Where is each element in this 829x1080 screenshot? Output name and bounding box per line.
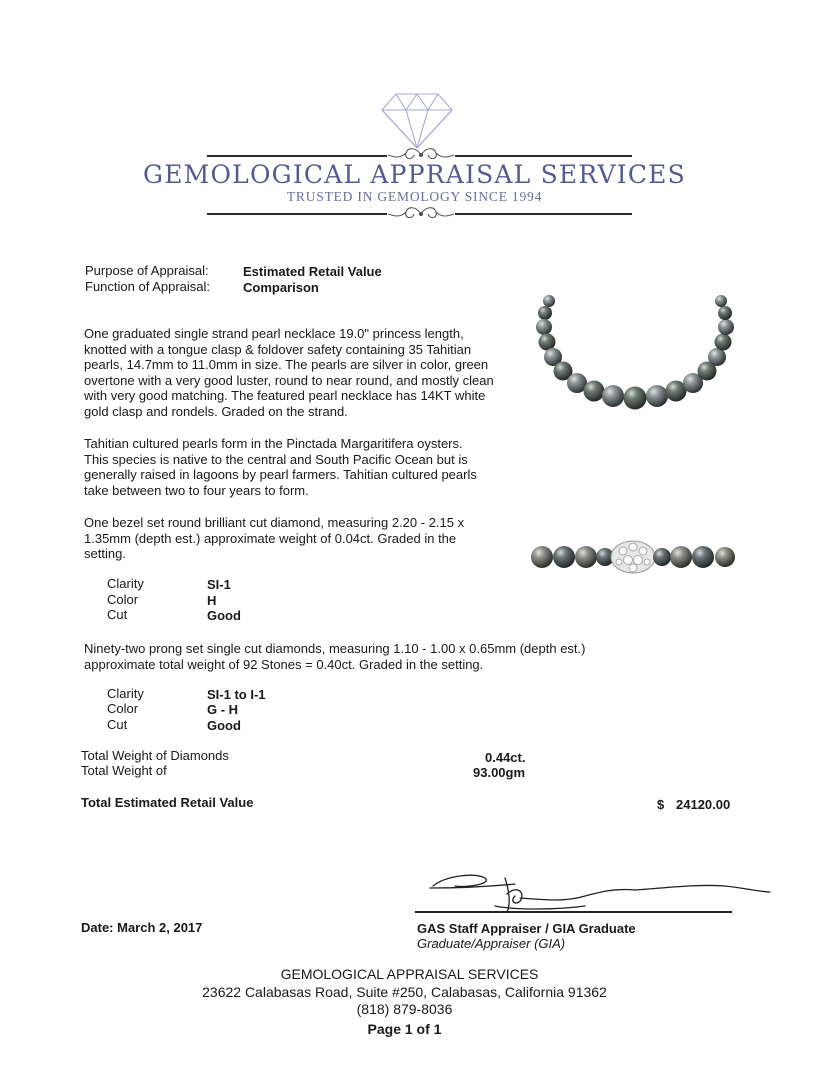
header-rule-bottom-right bbox=[455, 213, 632, 215]
grading-1-clarity-value: SI-1 bbox=[207, 577, 231, 592]
grading-2-cut-value: Good bbox=[207, 718, 241, 733]
company-tagline: TRUSTED IN GEMOLOGY SINCE 1994 bbox=[286, 189, 543, 204]
grading-1-cut-value: Good bbox=[207, 608, 241, 623]
bezel-diamond-description: One bezel set round brilliant cut diamond, measuring 2.20 - 2.15 x 1.35mm (depth est.) approximate weight of 0.04ct. Graded in the setting. bbox=[84, 515, 465, 561]
total-weight-value: 93.00gm bbox=[473, 765, 526, 780]
grading-2-clarity-label: Clarity bbox=[107, 686, 144, 701]
pearl-necklace-description: One graduated single strand pearl necklace 19.0" princess length, knotted with a tongue clasp & foldover safety containing 35 Tahitian pearls, 14.7mm to 11.0mm in size. The pearls are silver in color, green overtone with a very good luster, round to near round, and mostly clean with very good matching. The featured pearl necklace has 14KT white gold clasp and rondels. Graded on the strand. bbox=[84, 326, 494, 419]
pearl-necklace-photo bbox=[528, 292, 742, 412]
pearl-strand-right bbox=[646, 295, 734, 407]
header-rule-top-right bbox=[455, 155, 632, 157]
purpose-value: Estimated Retail Value bbox=[243, 264, 382, 279]
grading-1-color-value: H bbox=[207, 593, 217, 608]
grading-2-clarity-value: SI-1 to I-1 bbox=[207, 687, 266, 702]
grading-2-color-label: Color bbox=[107, 701, 139, 716]
company-name: GEMOLOGICAL APPRAISAL SERVICES bbox=[143, 160, 686, 189]
grading-1-clarity-label: Clarity bbox=[107, 576, 144, 591]
total-diamond-weight-label: Total Weight of Diamonds bbox=[81, 748, 229, 763]
tahitian-pearl-info: Tahitian cultured pearls form in the Pinctada Margaritifera oysters. This species is native to the central and South Pacific Ocean but is generally raised in lagoons by pearl farmers. Tahitian cultured pearls take between two to four years to form. bbox=[84, 436, 477, 498]
grading-1-cut-label: Cut bbox=[107, 607, 128, 622]
pearl-clasp-photo bbox=[530, 538, 736, 578]
signature-date: Date: March 2, 2017 bbox=[81, 920, 203, 935]
appraiser-subtitle: Graduate/Appraiser (GIA) bbox=[417, 936, 566, 951]
total-weight-label: Total Weight of bbox=[81, 763, 167, 778]
purpose-label: Purpose of Appraisal: bbox=[85, 263, 209, 278]
total-retail-label: Total Estimated Retail Value bbox=[81, 795, 254, 810]
grading-1-color-label: Color bbox=[107, 592, 139, 607]
page-number: Page 1 of 1 bbox=[367, 1021, 442, 1037]
footer-address: 23622 Calabasas Road, Suite #250, Calabasas, California 91362 bbox=[202, 984, 607, 1000]
signature-line bbox=[415, 911, 732, 913]
grading-2-cut-label: Cut bbox=[107, 717, 128, 732]
ornament-scroll-icon bbox=[386, 204, 456, 224]
total-diamond-weight-value: 0.44ct. bbox=[485, 750, 526, 765]
prong-diamonds-description: Ninety-two prong set single cut diamonds, measuring 1.10 - 1.00 x 0.65mm (depth est.) approximate total weight of 92 Stones = 0.40ct. Graded in the setting. bbox=[84, 641, 586, 672]
footer-company: GEMOLOGICAL APPRAISAL SERVICES bbox=[280, 966, 539, 982]
grading-2-color-value: G - H bbox=[207, 702, 239, 717]
retail-currency-symbol: $ bbox=[657, 797, 665, 812]
pearl-strand-left bbox=[536, 295, 624, 407]
diamond-logo-icon bbox=[380, 92, 454, 150]
appraiser-title: GAS Staff Appraiser / GIA Graduate bbox=[417, 921, 636, 936]
function-label: Function of Appraisal: bbox=[85, 279, 211, 294]
header-rule-bottom-left bbox=[207, 213, 387, 215]
total-retail-value: 24120.00 bbox=[676, 797, 731, 812]
header-rule-top-left bbox=[207, 155, 387, 157]
function-value: Comparison bbox=[243, 280, 319, 295]
footer-phone: (818) 879-8036 bbox=[356, 1001, 453, 1017]
diamond-clasp bbox=[611, 541, 655, 573]
